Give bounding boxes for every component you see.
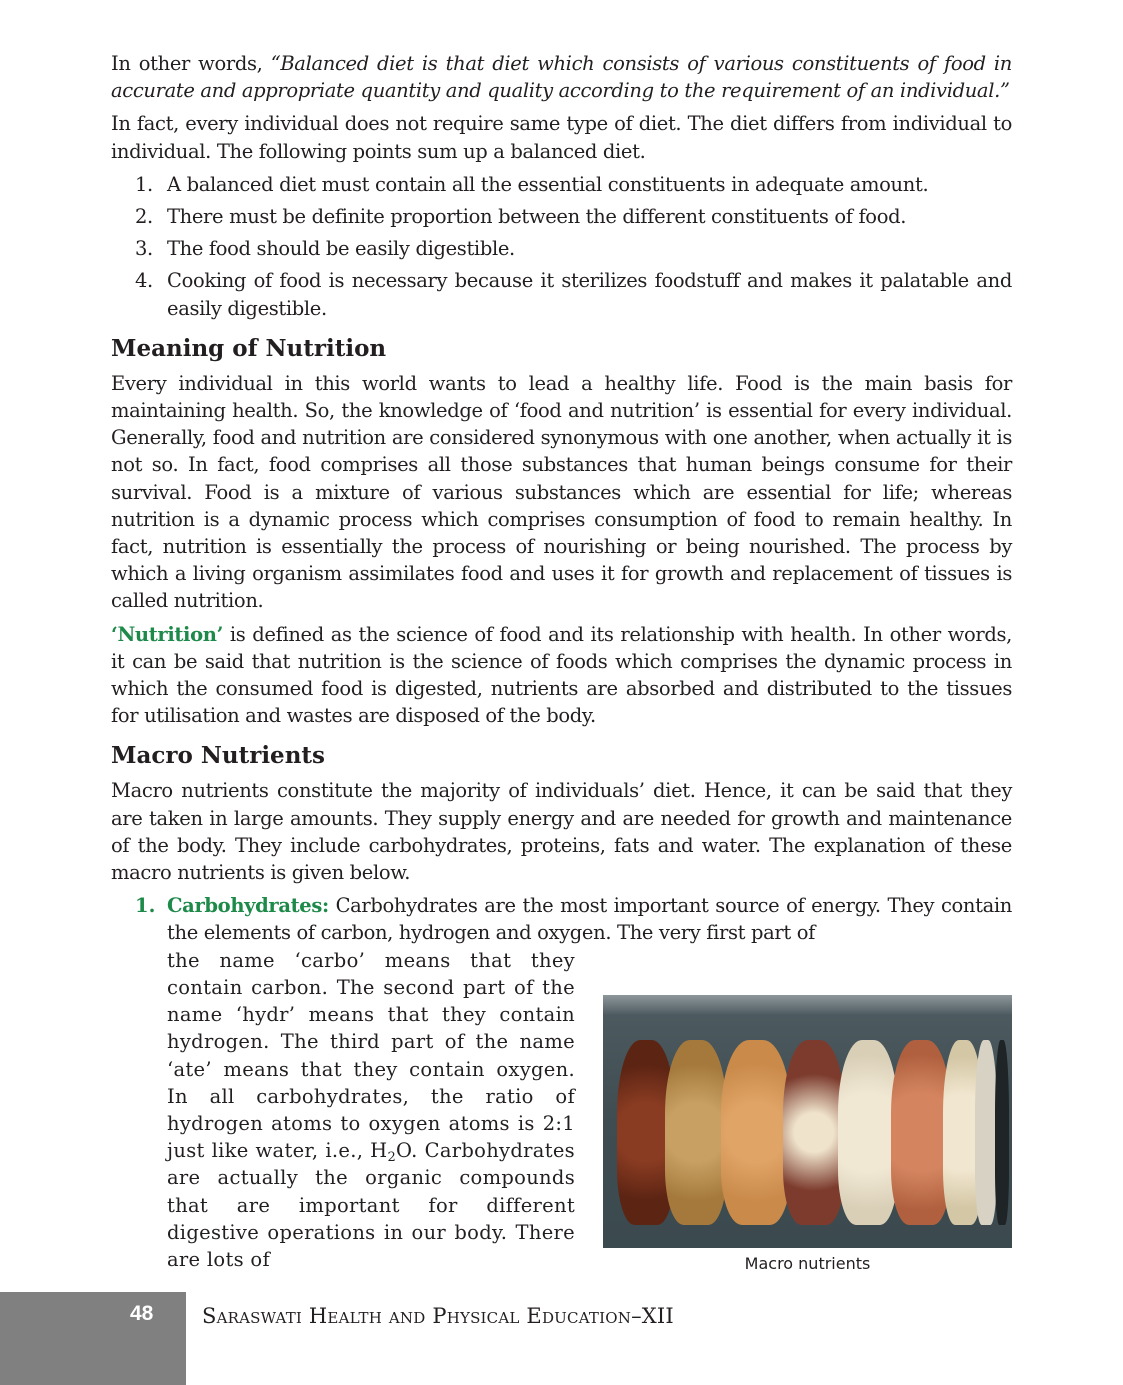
definition-quote: “Balanced diet is that diet which consists of various constituents of food in accurate and appropriate quantity and quality according to the requirement of an individual.” [111, 52, 1013, 103]
list-item [111, 267, 1012, 321]
carbohydrates-wrapped-text [167, 947, 575, 1273]
carbohydrates-text-a: the name ‘carbo’ means that they contain carbon. The second part of the name ‘hydr’ means that they contain hydrogen. The third part of the name ‘ate’ means that they contain oxygen. In all carbohydrates, the ratio of hydrogen atoms to oxygen atoms is 2:1 just like water, i.e., H [167, 948, 575, 1163]
item-text: Cooking of food is necessary because it sterilizes foodstuff and makes it palatable and easily digestible. [167, 269, 1012, 320]
item-number: 4. [135, 269, 153, 293]
item-text: A balanced diet must contain all the essential constituents in adequate amount. [167, 172, 929, 196]
intro-lead: In other words, [111, 52, 271, 75]
carbohydrates-text: Carbohydrates are the most important source of energy. They contain the elements of carbon, hydrogen and oxygen. The very first part of [167, 894, 1012, 945]
item-number: 3. [135, 237, 153, 261]
subscript: 2 [387, 1150, 397, 1166]
carbohydrates-term: Carbohydrates: [167, 894, 329, 918]
nutrition-term: ‘Nutrition’ [111, 622, 224, 646]
page-number-box [0, 1292, 186, 1385]
nuts-photo [603, 995, 1012, 1248]
item-number: 1. [135, 172, 153, 196]
meaning-paragraph: Every individual in this world wants to lead a healthy life. Food is the main basis for maintaining health. So, the knowledge of ‘food and nutrition’ is essential for every individual. Generally, food and nutrition are considered synonymous with one another, when actually it is not so. In fact, food comprises all those substances that human beings consume for their survival. Food is a mixture of various substances which are essential for life; whereas nutrition is a dynamic process which comprises consumption of food to remain healthy. In fact, nutrition is essentially the process of nourishing or being nourished. The process by which a living organism assimilates food and uses it for growth and replacement of tissues is called nutrition. [111, 371, 1012, 613]
balanced-diet-points [111, 171, 1012, 322]
intro-paragraph: In fact, every individual does not require same type of diet. The diet differs from individual to individual. The following points sum up a balanced diet. [111, 112, 1012, 163]
list-item [111, 235, 1012, 262]
list-item [111, 171, 1012, 198]
heading-macro-nutrients: Macro Nutrients [111, 742, 325, 770]
item-number: 1. [135, 894, 156, 918]
item-text: There must be definite proportion between the different constituents of food. [167, 205, 907, 229]
balanced-diet-definition [111, 50, 1012, 104]
book-title: Saraswati Health and Physical Education–XII [202, 1304, 674, 1328]
page-number: 48 [130, 1302, 154, 1325]
nutrition-definition-text: is defined as the science of food and its relationship with health. In other words, it can be said that nutrition is the science of foods which comprises the dynamic process in which the consumed food is digested, nutrients are absorbed and distributed to the tissues for utilisation and wastes are disposed of the body. [111, 622, 1012, 728]
nutrition-definition-paragraph [111, 621, 1012, 730]
macro-paragraph: Macro nutrients constitute the majority of individuals’ diet. Hence, it can be said that they are taken in large amounts. They supply energy and are needed for growth and maintenance of the body. They include carbohydrates, proteins, fats and water. The explanation of these macro nutrients is given below. [111, 779, 1012, 885]
carbohydrates-text-b: O. Carbohydrates are actually the organic compounds that are important for different digestive operations in our body. There are lots of [167, 1139, 575, 1271]
carbohydrates-intro [167, 892, 1012, 946]
heading-meaning-of-nutrition: Meaning of Nutrition [111, 334, 387, 362]
list-item [111, 203, 1012, 230]
item-number: 2. [135, 205, 153, 229]
item-text: The food should be easily digestible. [167, 237, 515, 261]
macro-nutrients-figure [603, 995, 1012, 1273]
figure-caption: Macro nutrients [744, 1254, 871, 1273]
